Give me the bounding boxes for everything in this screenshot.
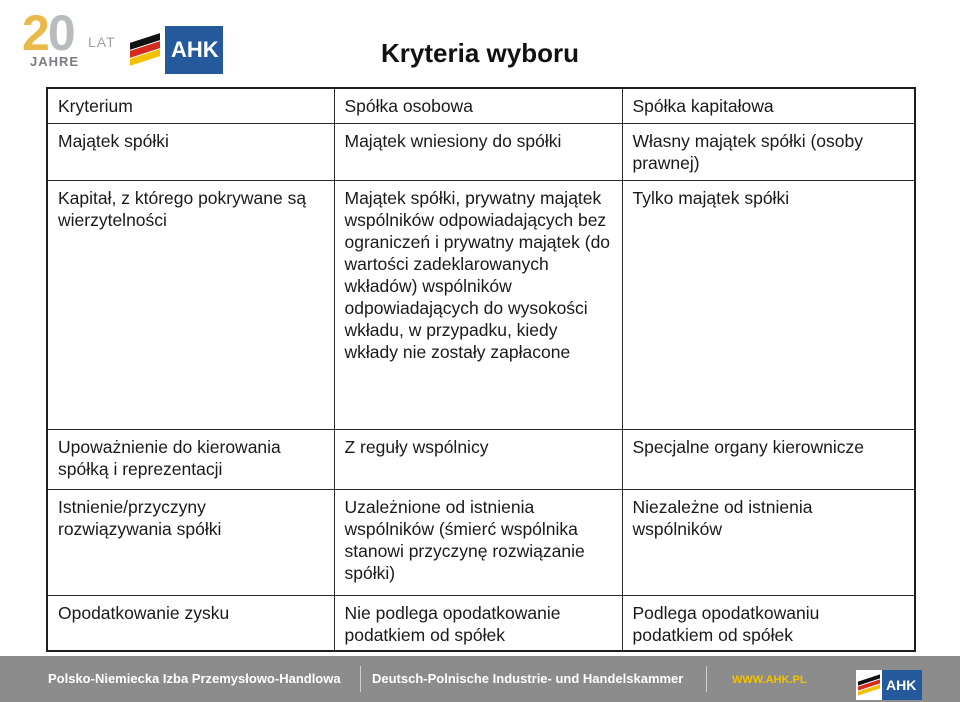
- table-cell: Opodatkowanie zysku: [47, 595, 334, 651]
- header-capital-company: Spółka kapitałowa: [622, 88, 915, 123]
- footer-german-name: Deutsch-Polnische Industrie- und Handelskammer: [372, 671, 684, 686]
- anniversary-number: 20: [22, 5, 74, 61]
- table-cell: Własny majątek spółki (osoby prawnej): [622, 123, 915, 180]
- table-cell: Specjalne organy kierownicze: [622, 429, 915, 489]
- table-cell: Tylko majątek spółki: [622, 180, 915, 429]
- footer-polish-name: Polsko-Niemiecka Izba Przemysłowo-Handlowa: [48, 671, 341, 686]
- flag-icon: [856, 670, 882, 700]
- table-cell: Majątek spółki, prywatny majątek wspólników odpowiadających bez ograniczeń i prywatny majątek (do wartości zadeklarowanych wkładów) wspólników odpowiadających do wysokości wkładu, w przypadku, kiedy wkłady nie zostały zapłacone: [334, 180, 622, 429]
- anniversary-lat-label: LAT: [88, 34, 116, 50]
- table-cell: Niezależne od istnienia wspólników: [622, 489, 915, 595]
- anniversary-jahre-label: JAHRE: [30, 54, 80, 69]
- page-title: Kryteria wyboru: [381, 38, 579, 68]
- table-cell: Z reguły wspólnicy: [334, 429, 622, 489]
- ahk-logo-text: AHK: [171, 37, 219, 62]
- footer-ahk-logo: [856, 670, 922, 700]
- table-cell: Kapitał, z którego pokrywane są wierzytelności: [47, 180, 334, 429]
- table-cell: Uzależnione od istnienia wspólników (śmierć wspólnika stanowi przyczynę rozwiązanie spółki): [334, 489, 622, 595]
- table-cell: Upoważnienie do kierowania spółką i reprezentacji: [47, 429, 334, 489]
- footer-divider: [360, 666, 361, 692]
- footer-ahk-logo-text: AHK: [886, 677, 917, 693]
- table-cell: Majątek spółki: [47, 123, 334, 180]
- footer-bar: [0, 656, 960, 702]
- footer-website-link[interactable]: WWW.AHK.PL: [732, 674, 807, 686]
- table-header-row: [47, 88, 915, 123]
- table-cell: Nie podlega opodatkowanie podatkiem od spółek: [334, 595, 622, 651]
- table-row: [47, 429, 915, 489]
- table-row: [47, 123, 915, 180]
- header-criterion: Kryterium: [47, 88, 334, 123]
- table-cell: Podlega opodatkowaniu podatkiem od spółek: [622, 595, 915, 651]
- table-row: [47, 489, 915, 595]
- footer-divider: [706, 666, 707, 692]
- header-partnership: Spółka osobowa: [334, 88, 622, 123]
- table-cell: Majątek wniesiony do spółki: [334, 123, 622, 180]
- table-row: [47, 180, 915, 429]
- criteria-table: [46, 87, 916, 652]
- table-cell: Istnienie/przyczyny rozwiązywania spółki: [47, 489, 334, 595]
- table-row: [47, 595, 915, 651]
